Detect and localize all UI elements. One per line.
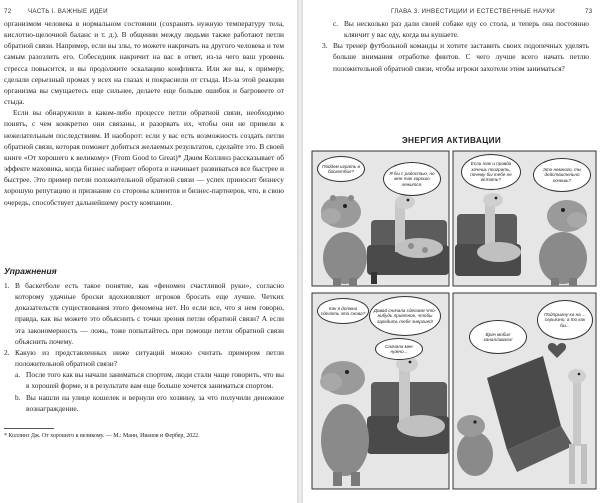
- paragraph: Если вы обнаружили в каком-либо процессе петли обратной связи, необходимо понять, с чем конкретно они связаны, и разорвать их, чтобы они не привели к нежелательным последствиям. И наоборот: если у вас есть возможность создать петли обратной связи, которая поможет добиться желаемых результатов, сделайте это. В своей книге «От хорошего к великому» (From Good to Great)* Джим Коллинз рассказывает об эффекте маховика, когда бизнес набирает оборота и начинает развиваться все быстрее и быстрее. Это пример петли положительной обратной связи — успех приносит бизнесу хорошую репутацию и признание со стороны клиентов и бизнес-партнеров, что, в свою очередь, способствует дальнейшему росту компании.: [4, 108, 284, 207]
- comic-strip: [311, 150, 597, 490]
- sub-item: [333, 18, 589, 40]
- exercise-text: Вы тренер футбольной команды и хотите заставить своих подопечных уделять больше внимания отработке финтов. С чего лучше всего начать петлю положительной обратной связи, чтобы игроки захотели этим заниматься?: [333, 41, 589, 73]
- sub-item-letter: b.: [15, 392, 21, 402]
- exercise-text: Какую из представленных ниже ситуаций можно считать примером петли положительной обратной связи?: [15, 347, 284, 369]
- comic-title: ЭНЕРГИЯ АКТИВАЦИИ: [401, 136, 502, 145]
- exercise-item: [4, 280, 284, 347]
- speech-bubble: Это немного, ты действительно хочешь?: [533, 158, 591, 192]
- exercise-number: 1.: [4, 281, 10, 290]
- sub-item-letter: a.: [15, 370, 21, 380]
- speech-bubble: Давай сначала сделаем что-нибудь приятное, чтобы зарядить тебя энергией!: [369, 296, 441, 336]
- speech-bubble: Я бы с радостью, но мне так хорошо лежится.: [383, 162, 441, 196]
- exercise-text: В баскетболе есть такое понятие, как «феномен счастливой руки», согласно которому удачные броски вдохновляют игроков бросать еще лучше. Четких доказательств существования этого феномена нет. Но если все, что я нем говорю, правда, как вы можете это объяснить с точки зрения петли обратной связи? А если эта закономерность — ложь, тоже попытайтесь при помощи петли обратной связи объяснить почему.: [15, 281, 284, 346]
- sub-item-text: Вы несколько раз дали своей собаке еду со стола, и теперь она постоянно клянчит у вас еду, когда вы кушаете.: [344, 19, 589, 40]
- right-running-head: ГЛАВА 3. ИНВЕСТИЦИИ И ЕСТЕСТВЕННЫЕ НАУКИ: [391, 8, 556, 15]
- sub-item-letter: c.: [333, 19, 339, 28]
- exercises-heading: Упражнения: [4, 266, 57, 276]
- paragraph: организмом человека в нормальном состоянии (сохранять нужную температуру тела, кислотно-щелочной баланс и т. д.). В общении между людьми также работают петли обратной связи. Например, если вы злы, то можете накричать на другого человека и тем самым разозлить его. Собеседник накричит на вас в ответ, из-за чего ваш уровень стресса повысится, и вы продолжите эскалацию конфликта. Или же вы, к примеру, сделали серьезный промах у всех на глазах и покраснели от стыда. Из-за этой реакции организма вы смущаетесь еще сильнее, делаете еще больше ошибок и багровеете от стыда.: [4, 19, 284, 107]
- speech-bubble: Сначала мне нужно...: [375, 338, 423, 360]
- exercise-item: [322, 40, 589, 73]
- speech-bubble: Как я должна сделать это снова?: [317, 298, 369, 324]
- exercise-number: 3.: [322, 41, 328, 51]
- exercise-item: [4, 347, 284, 369]
- sub-item-text: После того как вы начали заниматься спортом, люди стали чаще говорить, что вы в хорошей форме, и в результате вам еще больше хочется заниматься спортом.: [26, 370, 284, 391]
- left-body: [4, 18, 284, 208]
- exercises-list: [4, 280, 284, 414]
- footnote-rule: [4, 428, 54, 429]
- right-body: [322, 18, 589, 74]
- exercise-number: 2.: [4, 347, 10, 357]
- right-page-number: 73: [585, 8, 593, 15]
- speech-bubble: Врач мобил каналливали!: [469, 320, 527, 354]
- speech-bubble: Подпрыгну-ка на ... серьезно, а то как бы...: [537, 300, 593, 340]
- sub-item: [15, 392, 284, 414]
- left-page-number: 72: [4, 8, 12, 15]
- left-page: [0, 0, 297, 503]
- left-running-head: ЧАСТЬ I. ВАЖНЫЕ ИДЕИ: [28, 8, 108, 15]
- sub-item: [15, 369, 284, 391]
- footnote: * Коллинз Дж. От хорошего к великому. — М.: Манн, Иванов и Фербер, 2022.: [4, 433, 200, 439]
- speech-bubble: Пойдем играть в баскетбол?: [317, 156, 365, 182]
- sub-item-text: Вы нашли на улице кошелек и вернули его хозяину, за что получили денежное вознаграждение.: [26, 392, 284, 413]
- speech-bubble: Если так и правда хочешь поиграть, почему бы тебе не встать?: [461, 154, 521, 190]
